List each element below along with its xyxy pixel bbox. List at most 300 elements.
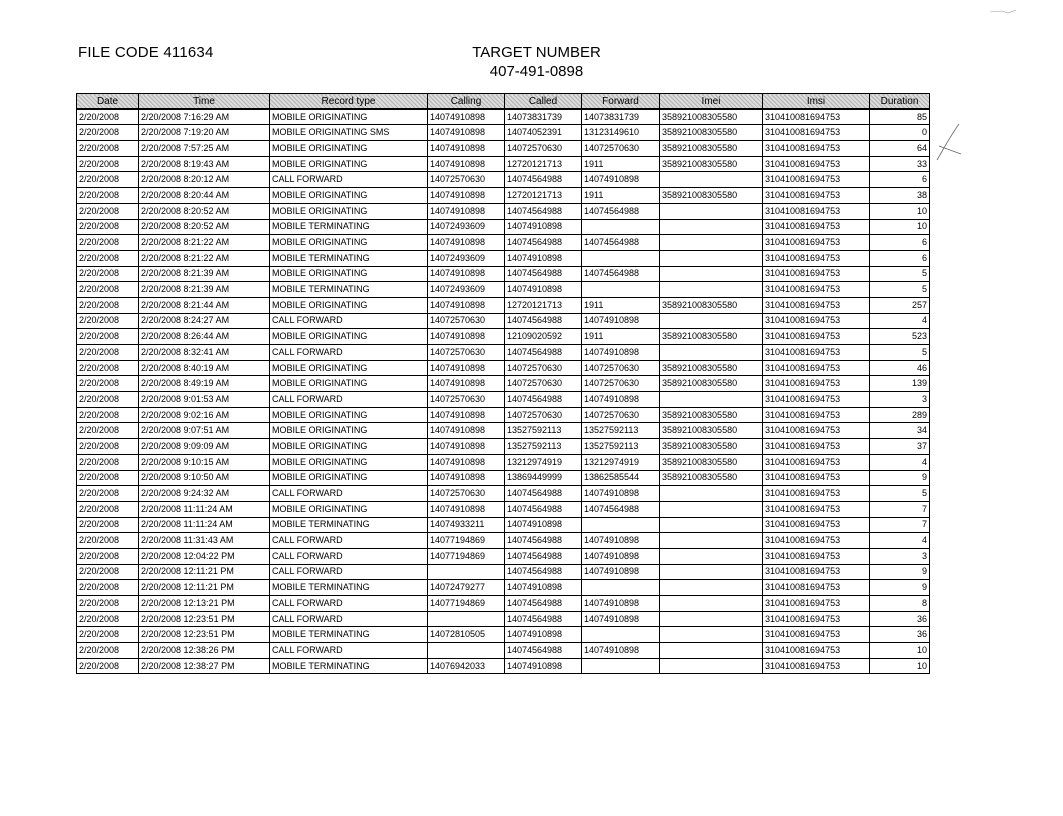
column-header-record-type: Record type (270, 94, 428, 110)
cell-forward (582, 282, 660, 298)
cell-time: 2/20/2008 8:20:44 AM (139, 188, 270, 204)
cell-imsi: 310410081694753 (763, 548, 870, 564)
cell-date: 2/20/2008 (77, 297, 139, 313)
cell-time: 2/20/2008 8:21:39 AM (139, 266, 270, 282)
cell-imsi: 310410081694753 (763, 329, 870, 345)
column-header-calling: Calling (428, 94, 505, 110)
cell-imsi: 310410081694753 (763, 658, 870, 674)
cell-time: 2/20/2008 8:24:27 AM (139, 313, 270, 329)
cell-calling (428, 611, 505, 627)
cell-time: 2/20/2008 7:16:29 AM (139, 109, 270, 125)
cell-imsi: 310410081694753 (763, 345, 870, 361)
table-row (77, 392, 930, 408)
cell-calling: 14072570630 (428, 313, 505, 329)
cell-forward (582, 580, 660, 596)
cell-imsi: 310410081694753 (763, 250, 870, 266)
cell-imei (660, 486, 763, 502)
cell-calling: 14072570630 (428, 345, 505, 361)
cell-imei (660, 580, 763, 596)
cell-forward: 14074910898 (582, 533, 660, 549)
cell-record-type: MOBILE ORIGINATING (270, 439, 428, 455)
cell-duration: 46 (870, 360, 930, 376)
column-header-called: Called (505, 94, 582, 110)
cell-called: 14074564988 (505, 266, 582, 282)
cell-time: 2/20/2008 12:23:51 PM (139, 611, 270, 627)
cell-imei (660, 203, 763, 219)
cell-calling: 14072479277 (428, 580, 505, 596)
cell-called: 14074564988 (505, 564, 582, 580)
cell-record-type: MOBILE ORIGINATING (270, 109, 428, 125)
cell-forward: 14074910898 (582, 486, 660, 502)
call-records-table (76, 93, 930, 674)
table-row (77, 486, 930, 502)
cell-duration: 10 (870, 219, 930, 235)
cell-called: 12109020592 (505, 329, 582, 345)
cell-imei (660, 235, 763, 251)
cell-date: 2/20/2008 (77, 470, 139, 486)
cell-calling: 14074933211 (428, 517, 505, 533)
column-header-date: Date (77, 94, 139, 110)
table-row (77, 250, 930, 266)
cell-record-type: MOBILE ORIGINATING (270, 423, 428, 439)
cell-imsi: 310410081694753 (763, 407, 870, 423)
table-row (77, 376, 930, 392)
cell-duration: 38 (870, 188, 930, 204)
cell-called: 14072570630 (505, 360, 582, 376)
cell-duration: 33 (870, 156, 930, 172)
scan-artifact (990, 4, 1030, 16)
cell-forward: 14072570630 (582, 407, 660, 423)
cell-called: 14074564988 (505, 203, 582, 219)
cell-duration: 85 (870, 109, 930, 125)
table-row (77, 313, 930, 329)
cell-record-type: MOBILE ORIGINATING (270, 203, 428, 219)
cell-date: 2/20/2008 (77, 439, 139, 455)
cell-calling: 14077194869 (428, 596, 505, 612)
cell-record-type: MOBILE TERMINATING (270, 658, 428, 674)
cell-record-type: CALL FORWARD (270, 564, 428, 580)
cell-record-type: MOBILE TERMINATING (270, 580, 428, 596)
cell-duration: 139 (870, 376, 930, 392)
cell-time: 2/20/2008 9:10:15 AM (139, 454, 270, 470)
cell-duration: 6 (870, 172, 930, 188)
cell-date: 2/20/2008 (77, 643, 139, 659)
cell-duration: 257 (870, 297, 930, 313)
cell-duration: 7 (870, 501, 930, 517)
cell-imei (660, 282, 763, 298)
cell-time: 2/20/2008 12:38:27 PM (139, 658, 270, 674)
cell-forward (582, 658, 660, 674)
cell-record-type: MOBILE TERMINATING (270, 250, 428, 266)
cell-time: 2/20/2008 8:26:44 AM (139, 329, 270, 345)
cell-called: 14074564988 (505, 596, 582, 612)
cell-imei (660, 345, 763, 361)
cell-time: 2/20/2008 11:31:43 AM (139, 533, 270, 549)
cell-imei (660, 172, 763, 188)
cell-duration: 36 (870, 627, 930, 643)
cell-duration: 10 (870, 658, 930, 674)
cell-date: 2/20/2008 (77, 203, 139, 219)
column-header-time: Time (139, 94, 270, 110)
cell-time: 2/20/2008 9:09:09 AM (139, 439, 270, 455)
cell-date: 2/20/2008 (77, 250, 139, 266)
cell-imsi: 310410081694753 (763, 235, 870, 251)
cell-forward: 14074564988 (582, 501, 660, 517)
table-row (77, 219, 930, 235)
cell-record-type: CALL FORWARD (270, 345, 428, 361)
cell-time: 2/20/2008 9:01:53 AM (139, 392, 270, 408)
cell-record-type: CALL FORWARD (270, 533, 428, 549)
cell-time: 2/20/2008 9:24:32 AM (139, 486, 270, 502)
cell-forward: 14074910898 (582, 392, 660, 408)
cell-called: 13869449999 (505, 470, 582, 486)
cell-called: 14074910898 (505, 282, 582, 298)
cell-imsi: 310410081694753 (763, 392, 870, 408)
cell-date: 2/20/2008 (77, 596, 139, 612)
cell-time: 2/20/2008 9:10:50 AM (139, 470, 270, 486)
cell-record-type: CALL FORWARD (270, 313, 428, 329)
cell-forward: 14074910898 (582, 313, 660, 329)
cell-forward: 14074910898 (582, 596, 660, 612)
cell-imsi: 310410081694753 (763, 564, 870, 580)
handwritten-mark (935, 120, 965, 165)
cell-time: 2/20/2008 8:21:22 AM (139, 235, 270, 251)
cell-duration: 0 (870, 125, 930, 141)
cell-calling: 14074910898 (428, 470, 505, 486)
cell-forward: 13212974919 (582, 454, 660, 470)
table-row (77, 517, 930, 533)
cell-called: 12720121713 (505, 297, 582, 313)
cell-imsi: 310410081694753 (763, 172, 870, 188)
cell-imsi: 310410081694753 (763, 423, 870, 439)
cell-duration: 4 (870, 454, 930, 470)
cell-forward: 14072570630 (582, 141, 660, 157)
cell-duration: 7 (870, 517, 930, 533)
cell-calling: 14074910898 (428, 141, 505, 157)
table-row (77, 282, 930, 298)
table-row (77, 235, 930, 251)
table-row (77, 627, 930, 643)
cell-record-type: MOBILE ORIGINATING (270, 329, 428, 345)
cell-calling: 14074910898 (428, 109, 505, 125)
cell-imsi: 310410081694753 (763, 203, 870, 219)
cell-imei (660, 219, 763, 235)
cell-imei: 358921008305580 (660, 454, 763, 470)
cell-time: 2/20/2008 12:23:51 PM (139, 627, 270, 643)
cell-record-type: MOBILE ORIGINATING (270, 360, 428, 376)
cell-called: 12720121713 (505, 188, 582, 204)
cell-called: 14074564988 (505, 486, 582, 502)
table-row (77, 297, 930, 313)
cell-time: 2/20/2008 11:11:24 AM (139, 501, 270, 517)
cell-imei (660, 517, 763, 533)
cell-duration: 10 (870, 203, 930, 219)
cell-called: 14072570630 (505, 407, 582, 423)
cell-imsi: 310410081694753 (763, 596, 870, 612)
cell-imei: 358921008305580 (660, 439, 763, 455)
cell-duration: 6 (870, 235, 930, 251)
cell-duration: 9 (870, 470, 930, 486)
cell-imsi: 310410081694753 (763, 533, 870, 549)
cell-imei (660, 533, 763, 549)
cell-date: 2/20/2008 (77, 156, 139, 172)
cell-duration: 5 (870, 345, 930, 361)
cell-time: 2/20/2008 8:21:44 AM (139, 297, 270, 313)
cell-forward: 1911 (582, 156, 660, 172)
cell-record-type: MOBILE ORIGINATING (270, 297, 428, 313)
cell-imsi: 310410081694753 (763, 266, 870, 282)
cell-imsi: 310410081694753 (763, 188, 870, 204)
cell-imsi: 310410081694753 (763, 580, 870, 596)
cell-forward: 14074910898 (582, 564, 660, 580)
cell-imei: 358921008305580 (660, 423, 763, 439)
cell-duration: 3 (870, 392, 930, 408)
cell-called: 14074564988 (505, 392, 582, 408)
cell-forward: 14074564988 (582, 266, 660, 282)
cell-called: 14074564988 (505, 235, 582, 251)
cell-called: 13527592113 (505, 423, 582, 439)
cell-time: 2/20/2008 8:21:22 AM (139, 250, 270, 266)
cell-imsi: 310410081694753 (763, 313, 870, 329)
cell-record-type: MOBILE ORIGINATING (270, 235, 428, 251)
cell-called: 14074910898 (505, 627, 582, 643)
cell-duration: 64 (870, 141, 930, 157)
cell-imei: 358921008305580 (660, 376, 763, 392)
cell-forward: 14074564988 (582, 235, 660, 251)
table-row (77, 172, 930, 188)
cell-time: 2/20/2008 12:38:26 PM (139, 643, 270, 659)
cell-imsi: 310410081694753 (763, 501, 870, 517)
cell-imei (660, 596, 763, 612)
table-row (77, 564, 930, 580)
cell-record-type: MOBILE TERMINATING (270, 627, 428, 643)
cell-imei (660, 611, 763, 627)
table-row (77, 188, 930, 204)
table-row (77, 423, 930, 439)
cell-imsi: 310410081694753 (763, 439, 870, 455)
cell-time: 2/20/2008 8:19:43 AM (139, 156, 270, 172)
cell-imsi: 310410081694753 (763, 109, 870, 125)
cell-duration: 289 (870, 407, 930, 423)
cell-date: 2/20/2008 (77, 517, 139, 533)
table-row (77, 658, 930, 674)
table-row (77, 203, 930, 219)
cell-called: 14073831739 (505, 109, 582, 125)
cell-record-type: MOBILE ORIGINATING (270, 454, 428, 470)
cell-date: 2/20/2008 (77, 533, 139, 549)
cell-imsi: 310410081694753 (763, 360, 870, 376)
cell-date: 2/20/2008 (77, 125, 139, 141)
cell-forward: 13527592113 (582, 423, 660, 439)
cell-called: 14074564988 (505, 643, 582, 659)
table-row (77, 125, 930, 141)
cell-record-type: CALL FORWARD (270, 611, 428, 627)
cell-called: 14074910898 (505, 658, 582, 674)
cell-called: 14072570630 (505, 141, 582, 157)
table-row (77, 611, 930, 627)
cell-calling: 14074910898 (428, 329, 505, 345)
cell-imei (660, 392, 763, 408)
cell-date: 2/20/2008 (77, 219, 139, 235)
cell-called: 14074564988 (505, 501, 582, 517)
cell-imei: 358921008305580 (660, 407, 763, 423)
cell-date: 2/20/2008 (77, 141, 139, 157)
cell-called: 14074564988 (505, 611, 582, 627)
column-header-imei: Imei (660, 94, 763, 110)
cell-time: 2/20/2008 12:11:21 PM (139, 580, 270, 596)
cell-forward: 1911 (582, 329, 660, 345)
cell-calling: 14077194869 (428, 533, 505, 549)
cell-calling: 14074910898 (428, 235, 505, 251)
cell-duration: 4 (870, 313, 930, 329)
cell-called: 13527592113 (505, 439, 582, 455)
table-row (77, 329, 930, 345)
cell-imsi: 310410081694753 (763, 297, 870, 313)
cell-time: 2/20/2008 12:04:22 PM (139, 548, 270, 564)
cell-forward: 14074910898 (582, 548, 660, 564)
cell-record-type: MOBILE ORIGINATING (270, 470, 428, 486)
cell-calling: 14076942033 (428, 658, 505, 674)
cell-called: 14074910898 (505, 219, 582, 235)
cell-forward: 14074564988 (582, 203, 660, 219)
table-row (77, 596, 930, 612)
cell-calling: 14072570630 (428, 392, 505, 408)
cell-called: 14074564988 (505, 345, 582, 361)
cell-duration: 10 (870, 643, 930, 659)
cell-calling: 14077194869 (428, 548, 505, 564)
cell-forward: 14074910898 (582, 611, 660, 627)
cell-calling: 14072810505 (428, 627, 505, 643)
cell-duration: 9 (870, 580, 930, 596)
cell-time: 2/20/2008 8:49:19 AM (139, 376, 270, 392)
cell-called: 12720121713 (505, 156, 582, 172)
cell-calling: 14074910898 (428, 454, 505, 470)
cell-called: 14074564988 (505, 313, 582, 329)
cell-duration: 6 (870, 250, 930, 266)
cell-time: 2/20/2008 8:21:39 AM (139, 282, 270, 298)
cell-record-type: CALL FORWARD (270, 643, 428, 659)
cell-duration: 523 (870, 329, 930, 345)
cell-duration: 34 (870, 423, 930, 439)
cell-called: 14074910898 (505, 517, 582, 533)
cell-calling: 14074910898 (428, 203, 505, 219)
cell-imei: 358921008305580 (660, 470, 763, 486)
cell-imei (660, 643, 763, 659)
cell-forward: 13527592113 (582, 439, 660, 455)
cell-time: 2/20/2008 8:20:52 AM (139, 203, 270, 219)
column-header-forward: Forward (582, 94, 660, 110)
cell-imei: 358921008305580 (660, 141, 763, 157)
cell-calling: 14074910898 (428, 501, 505, 517)
cell-time: 2/20/2008 8:20:52 AM (139, 219, 270, 235)
cell-date: 2/20/2008 (77, 580, 139, 596)
table-row (77, 439, 930, 455)
cell-imei (660, 313, 763, 329)
cell-date: 2/20/2008 (77, 564, 139, 580)
cell-imsi: 310410081694753 (763, 282, 870, 298)
cell-calling: 14074910898 (428, 439, 505, 455)
cell-forward: 13123149610 (582, 125, 660, 141)
cell-calling: 14074910898 (428, 407, 505, 423)
cell-date: 2/20/2008 (77, 235, 139, 251)
cell-imsi: 310410081694753 (763, 376, 870, 392)
cell-called: 13212974919 (505, 454, 582, 470)
cell-duration: 5 (870, 266, 930, 282)
cell-imsi: 310410081694753 (763, 470, 870, 486)
cell-record-type: CALL FORWARD (270, 548, 428, 564)
cell-duration: 36 (870, 611, 930, 627)
table-row (77, 266, 930, 282)
cell-date: 2/20/2008 (77, 486, 139, 502)
cell-duration: 9 (870, 564, 930, 580)
cell-duration: 5 (870, 486, 930, 502)
table-row (77, 643, 930, 659)
cell-record-type: CALL FORWARD (270, 172, 428, 188)
cell-imei: 358921008305580 (660, 109, 763, 125)
cell-called: 14074564988 (505, 172, 582, 188)
table-row (77, 454, 930, 470)
cell-time: 2/20/2008 8:40:19 AM (139, 360, 270, 376)
cell-calling: 14074910898 (428, 188, 505, 204)
cell-forward: 1911 (582, 297, 660, 313)
table-row (77, 156, 930, 172)
table-row (77, 407, 930, 423)
cell-date: 2/20/2008 (77, 282, 139, 298)
cell-time: 2/20/2008 8:20:12 AM (139, 172, 270, 188)
cell-imei: 358921008305580 (660, 188, 763, 204)
cell-date: 2/20/2008 (77, 548, 139, 564)
cell-record-type: MOBILE ORIGINATING (270, 407, 428, 423)
cell-date: 2/20/2008 (77, 392, 139, 408)
cell-imsi: 310410081694753 (763, 125, 870, 141)
cell-forward: 14074910898 (582, 172, 660, 188)
cell-record-type: MOBILE ORIGINATING (270, 156, 428, 172)
cell-calling: 14074910898 (428, 156, 505, 172)
table-body (77, 109, 930, 674)
cell-date: 2/20/2008 (77, 360, 139, 376)
table-header-row (77, 94, 930, 110)
cell-imei (660, 658, 763, 674)
cell-calling: 14074910898 (428, 297, 505, 313)
cell-calling: 14074910898 (428, 360, 505, 376)
cell-imsi: 310410081694753 (763, 219, 870, 235)
cell-called: 14072570630 (505, 376, 582, 392)
cell-date: 2/20/2008 (77, 501, 139, 517)
cell-time: 2/20/2008 12:11:21 PM (139, 564, 270, 580)
cell-calling: 14074910898 (428, 376, 505, 392)
cell-record-type: CALL FORWARD (270, 596, 428, 612)
cell-date: 2/20/2008 (77, 376, 139, 392)
cell-record-type: MOBILE TERMINATING (270, 517, 428, 533)
cell-record-type: MOBILE TERMINATING (270, 219, 428, 235)
cell-forward: 1911 (582, 188, 660, 204)
cell-imsi: 310410081694753 (763, 517, 870, 533)
table-row (77, 360, 930, 376)
cell-calling: 14074910898 (428, 125, 505, 141)
table-row (77, 141, 930, 157)
cell-record-type: CALL FORWARD (270, 392, 428, 408)
target-number: 407-491-0898 (489, 63, 584, 80)
cell-imei: 358921008305580 (660, 329, 763, 345)
cell-called: 14074910898 (505, 580, 582, 596)
table-row (77, 533, 930, 549)
cell-imei (660, 250, 763, 266)
cell-date: 2/20/2008 (77, 172, 139, 188)
table-row (77, 109, 930, 125)
cell-date: 2/20/2008 (77, 266, 139, 282)
cell-called: 14074564988 (505, 548, 582, 564)
cell-forward (582, 627, 660, 643)
